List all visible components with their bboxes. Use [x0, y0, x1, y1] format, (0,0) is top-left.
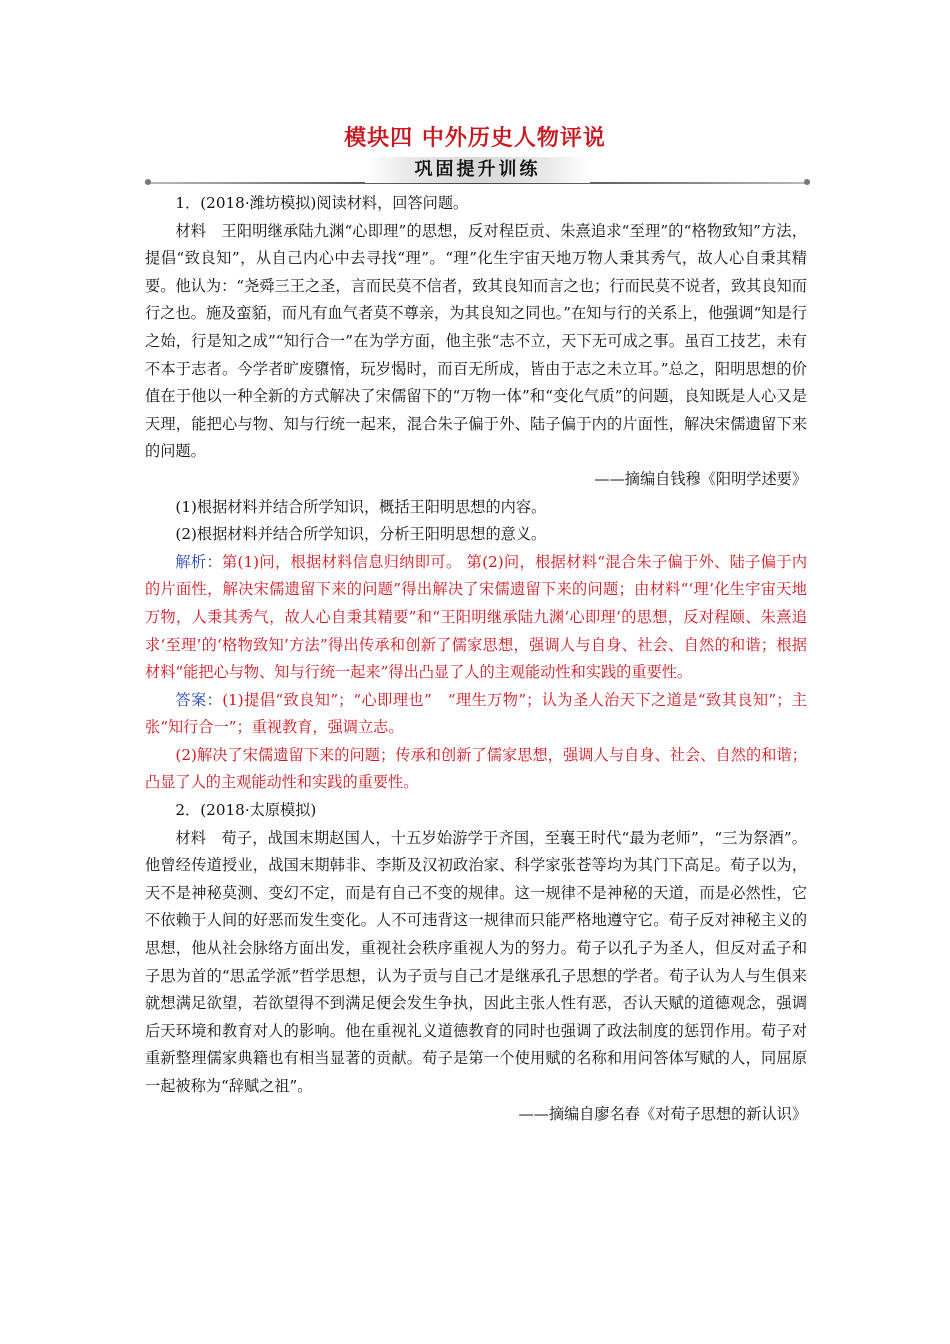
section-subtitle: 巩固提升训练 — [414, 159, 541, 180]
module-title: 模块四 中外历史人物评说 — [344, 126, 606, 151]
answer-label: 答案： — [175, 690, 223, 709]
answer-paragraph — [145, 687, 807, 742]
section-header — [145, 157, 810, 187]
question-1-material: 材料 王阳明继承陆九渊“心即理”的思想，反对程臣贡、朱熹追求“至理”的“格物致知”方法，提倡“致良知”，从自己内心中去寻找“理”。“理”化生宇宙天地万物人秉其秀气，故人心自秉其精要。他认为：“尧舜三王之圣，言而民莫不信者，致其良知而言之也；行而民莫不说者，致其良知而行之也。施及蛮貊，而凡有血气者莫不尊亲，为其良知之同也。”在知与行的关系上，他强调“知是行之始，行是知之成”“知行合一”在为学方面，他主张“志不立，天下无可成之事。虽百工技艺，未有不本于志者。今学者旷废隳惰，玩岁愒时，而百无所成，皆由于志之未立耳。”总之，阳明思想的价值在于他以一种全新的方式解决了宋儒留下的“万物一体”和“变化气质”的问题，良知既是人心又是天理，能把心与物、知与行统一起来，混合朱子偏于外、陆子偏于内的片面性，解决宋儒遗留下来的问题。 — [145, 221, 807, 461]
answer-1-text: (1)提倡“致良知”；“心即理也” “理生万物”；认为圣人治天下之道是“致其良知”；主张“知行合一”；重视教育，强调立志。 — [145, 690, 807, 737]
question-1-source: ——摘编自钱穆《阳明学述要》 — [594, 469, 807, 488]
question-1-sub1: (1)根据材料并结合所学知识，概括王阳明思想的内容。 — [175, 497, 547, 516]
question-2-material: 材料 荀子，战国末期赵国人，十五岁始游学于齐国，至襄王时代“最为老师”，“三为祭酒”。他曾经传道授业，战国末期韩非、李斯及汉初政治家、科学家张苍等均为其门下高足。荀子以为，天不是神秘莫测、变幻不定，而是有自己不变的规律。这一规律不是神秘的天道，而是必然性，它不依赖于人间的好恶而发生变化。人不可违背这一规律而只能严格地遵守它。荀子反对神秘主义的思想，他从社会脉络方面出发，重视社会秩序重视人为的努力。荀子以孔子为圣人，但反对孟子和子思为首的“思孟学派”哲学思想，认为子贡与自己才是继承孔子思想的学者。荀子认为人与生俱来就想满足欲望，若欲望得不到满足便会发生争执，因此主张人性有恶，否认天赋的道德观念，强调后天环境和教育对人的影响。他在重视礼义道德教育的同时也强调了政法制度的惩罚作用。荀子对重新整理儒家典籍也有相当显著的贡献。荀子是第一个使用赋的名称和用问答体写赋的人，同屈原一起被称为“辞赋之祖”。 — [145, 828, 807, 1095]
analysis-text: 第(1)问，根据材料信息归纳即可。 第(2)问，根据材料“混合朱子偏于外、陆子偏于内的片面性，解决宋儒遗留下来的问题”得出解决了宋儒遗留下来的问题；由材料“‘理’化生宇宙天地万物，人秉其秀气，故人心自秉其精要”和“王阳明继承陆九渊‘心即理’的思想，反对程颐、朱熹追求‘至理’的‘格物致知’方法”得出传承和创新了儒家思想，强调人与自身、社会、自然的和谐；根据材料“能把心与物、知与行统一起来”得出凸显了人的主观能动性和实践的重要性。 — [145, 552, 808, 682]
document-body — [145, 190, 807, 1128]
question-1-header: 1．(2018·潍坊模拟)阅读材料，回答问题。 — [175, 194, 469, 212]
analysis-paragraph — [145, 549, 807, 687]
question-2-header: 2．(2018·太原模拟) — [175, 801, 317, 820]
question-2-source: ——摘编自廖名春《对荀子思想的新认识》 — [518, 1104, 807, 1123]
analysis-label: 解析： — [175, 552, 223, 571]
answer-2-text: (2)解决了宋儒遗留下来的问题；传承和创新了儒家思想，强调人与自身、社会、自然的和谐；凸显了人的主观能动性和实践的重要性。 — [145, 745, 807, 792]
question-1-sub2: (2)根据材料并结合所学知识，分析王阳明思想的意义。 — [175, 525, 547, 544]
